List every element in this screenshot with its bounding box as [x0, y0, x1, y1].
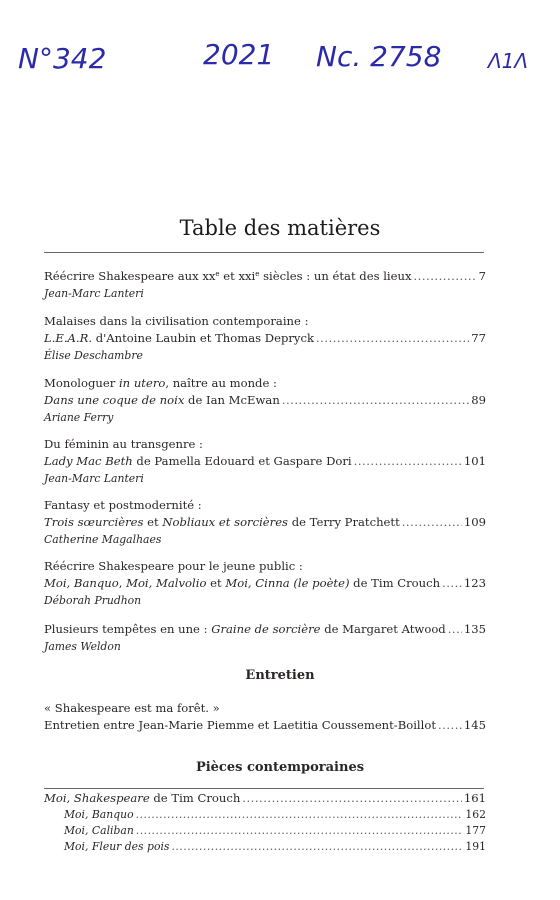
- section-heading-entretien: Entretien: [245, 668, 315, 683]
- dot-leader: [282, 392, 469, 409]
- toc-entry-2: [44, 313, 486, 363]
- page-number: 7: [478, 269, 486, 283]
- toc-entry-4: [44, 436, 486, 486]
- toc-heading-line: Fantasy et postmodernité :: [44, 498, 202, 512]
- dot-leader: [402, 514, 462, 531]
- toc-heading-line: Du féminin au transgenre :: [44, 437, 203, 451]
- handwritten-mark: Λ1Λ: [488, 49, 529, 73]
- page-number: 161: [463, 791, 486, 805]
- toc-entry-title: Réécrire Shakespeare aux $xx^e$ et xxi$^e$ siècles : un état des lieux: [44, 269, 412, 283]
- title-divider: [44, 252, 484, 253]
- dot-leader: [414, 268, 477, 285]
- page-title: Table des matières: [179, 216, 381, 240]
- dot-leader: [354, 453, 462, 470]
- toc-heading-line: Malaises dans la civilisation contemporaine :: [44, 314, 309, 328]
- toc-subentry: Moi, Fleur des pois ..... 191: [44, 839, 486, 855]
- work-title: Lady Mac Beth: [44, 454, 133, 468]
- toc-subentry: Moi, Banquo ..... 162: [44, 807, 486, 823]
- toc-line: Moi, Banquo, Moi, Malvolio et Moi, Cinna (le poète) de Tim Crouch ..... 123: [44, 575, 486, 592]
- toc-entry-7: [44, 621, 486, 654]
- toc-subentry: Moi, Caliban ..... 177: [44, 823, 486, 839]
- toc-heading-line: Monologuer in utero, naître au monde :: [44, 376, 277, 390]
- toc-entry-5: [44, 497, 486, 547]
- toc-entry-entretien: [44, 700, 486, 734]
- page-number: 109: [463, 515, 486, 529]
- toc-line: Moi, Shakespeare de Tim Crouch ..... 161: [44, 790, 486, 807]
- toc-line: [44, 268, 486, 285]
- toc-heading-line: Réécrire Shakespeare pour le jeune public :: [44, 559, 303, 573]
- toc-author: Jean-Marc Lanteri: [44, 287, 144, 300]
- handwritten-number: N°342: [18, 42, 107, 75]
- toc-author: Catherine Magalhaes: [44, 533, 162, 546]
- toc-author: Ariane Ferry: [44, 411, 114, 424]
- dot-leader: [316, 330, 469, 347]
- toc-entry-1: [44, 268, 486, 301]
- dot-leader: [448, 621, 462, 638]
- dot-leader: [171, 839, 463, 855]
- toc-line: Plusieurs tempêtes en une : Graine de sorcière de Margaret Atwood ..... 135: [44, 621, 486, 638]
- toc-line: Entretien entre Jean-Marie Piemme et Laetitia Coussement-Boillot ..... 145: [44, 717, 486, 734]
- work-title: L.E.A.R.: [44, 331, 93, 345]
- toc-line: Dans une coque de noix de Ian McEwan ..... 89: [44, 392, 486, 409]
- toc-author: James Weldon: [44, 640, 121, 653]
- interview-quote: « Shakespeare est ma forêt. »: [44, 701, 220, 715]
- page-number: 135: [463, 622, 486, 636]
- handwritten-year: 2021: [203, 38, 275, 71]
- dot-leader: [136, 807, 464, 823]
- toc-line: Lady Mac Beth de Pamella Edouard et Gaspare Dori ..... 101: [44, 453, 486, 470]
- handwritten-reference: Nc. 2758: [316, 40, 442, 73]
- dot-leader: [136, 823, 464, 839]
- toc-line: L.E.A.R. d'Antoine Laubin et Thomas Depryck ..... 77: [44, 330, 486, 347]
- toc-entry-6: [44, 558, 486, 608]
- page-number: 101: [463, 454, 486, 468]
- page-number: 123: [463, 576, 486, 590]
- toc-entry-pieces: [44, 790, 486, 855]
- dot-leader: [242, 790, 462, 807]
- section-divider: [44, 788, 484, 789]
- handwritten-annotation: [18, 30, 548, 90]
- dot-leader: [442, 575, 462, 592]
- page-number: 77: [471, 331, 486, 345]
- toc-author: Élise Deschambre: [44, 349, 143, 362]
- toc-author: Déborah Prudhon: [44, 594, 142, 607]
- dot-leader: [438, 717, 462, 734]
- toc-author: Jean-Marc Lanteri: [44, 472, 144, 485]
- section-heading-pieces: Pièces contemporaines: [195, 760, 365, 775]
- work-title: Dans une coque de noix: [44, 393, 185, 407]
- toc-line: Trois sœurcières et Nobliaux et sorcières de Terry Pratchett ..... 109: [44, 514, 486, 531]
- page-number: 145: [463, 718, 486, 732]
- page-number: 89: [471, 393, 486, 407]
- toc-entry-3: [44, 375, 486, 425]
